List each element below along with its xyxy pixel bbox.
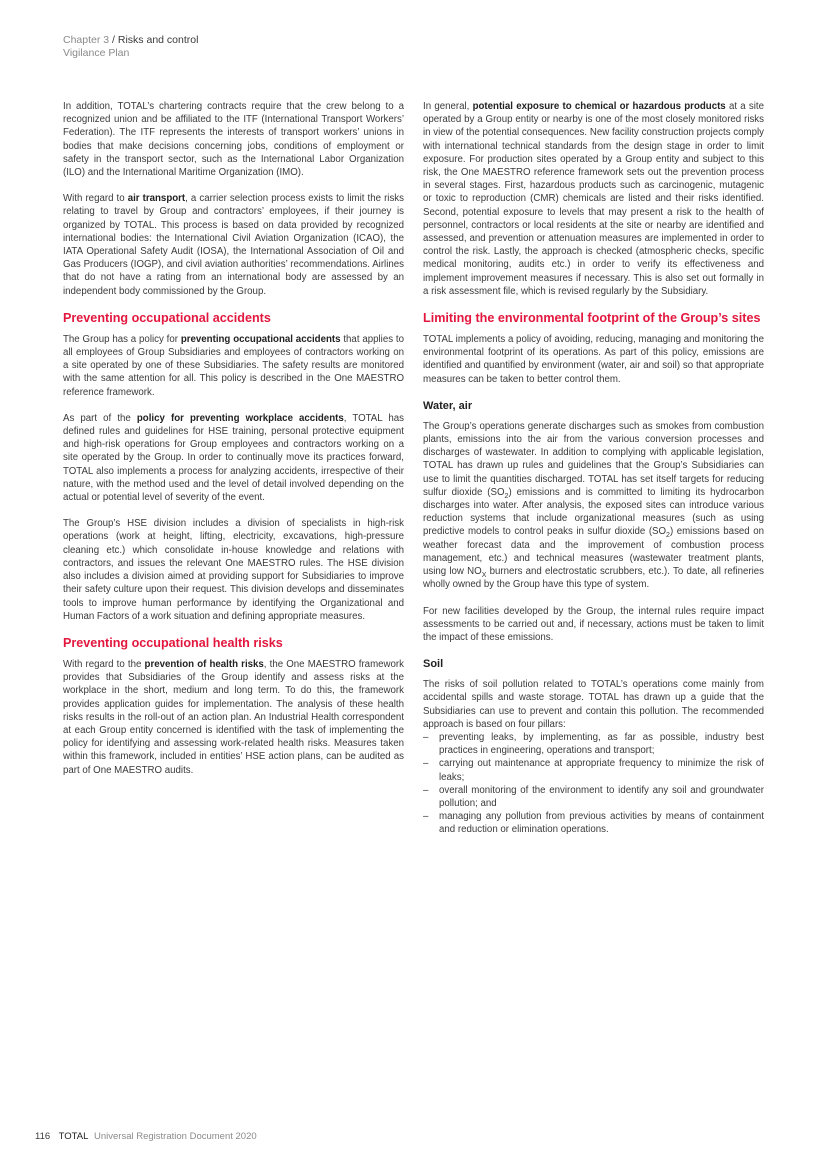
bold-workplace-policy: policy for preventing workplace accidents xyxy=(136,412,344,424)
dash-marker: – xyxy=(423,784,429,796)
left-column xyxy=(63,100,404,790)
paragraph-soil-pollution: The risks of soil pollution related to TOTAL’s operations come mainly from accidental spills and waste storage. TOTAL has drawn up a guide that the Subsidiaries can use to prevent and contain this pollution. The recommended approach is based on four pillars: xyxy=(423,679,764,730)
heading-health-risks: Preventing occupational health risks xyxy=(63,635,283,650)
paragraph-health-risks: With regard to the prevention of health risks, the One MAESTRO framework provides that Subsidiaries of the Group identify and assess risks at the workplace in the short, medium and long term. To do this, the framework provides application guides for implementation. The analysis of these health risks results in the roll-out of an action plan. An Industrial Health correspondent at each Group entity concerned is identified with the task of implementing the policy for identifying and assessing work-related health risks. Measures taken within this framework, included in entities’ HSE action plans, can be audited as part of One MAESTRO audits. xyxy=(63,658,404,776)
paragraph-hse-division: The Group’s HSE division includes a division of specialists in high-risk operations (work at height, lifting, electricity, excavations, high-pressure cleaning etc.) which consolidate in-house knowledge and relations with contractors, and issues the relevant One MAESTRO rules. The HSE division also includes a division aimed at providing support for Subsidiaries to improve their safety culture upon their request. This division develops and disseminates tools to improve human performance by identifying the Organizational and Human Factors of a work situation and defining appropriate measures. xyxy=(63,518,404,622)
page-footer xyxy=(35,1131,257,1142)
paragraph-air-transport: With regard to air transport, a carrier selection process exists to limit the risks relating to travel by Group and contractors’ employees, if their journey is organized by TOTAL. This process is based on data provided by recognized international bodies: the International Civil Aviation Organization (ICAO), the IATA Operational Safety Audit (IOSA), the International Association of Oil and Gas Producers (IOGP), and civil aviation authorities’ recommendations. Airlines that do not have a rating from an international body are assessed by an independent body commissioned by the Group. xyxy=(63,193,404,297)
dash-marker: – xyxy=(423,758,429,770)
right-column xyxy=(423,100,764,837)
paragraph-accident-policy: The Group has a policy for preventing occupational accidents that applies to all employees of Group Subsidiaries and employees of contractors working on a site operated by one of these Subsidiaries. The safety results are monitored with the same attention for all. This policy is described in the One MAESTRO reference framework. xyxy=(63,333,404,398)
paragraph-discharges: The Group’s operations generate discharges such as smokes from combustion plants, emissions into the air from the various conversion processes and discharges of wastewater. In addition to complying with applicable legislation, TOTAL has drawn up rules and guidelines that the Group’s Subsidiaries can use to limit the quantities discharged. TOTAL has set itself targets for reducing sulfur dioxide $(SO_2)$ emissions and is committed to limiting its hydrocarbon discharges into water. After analysis, the exposed sites can introduce various reduction systems that include organizational measures (such as using predictive models to control peaks in sulfur dioxide $(SO_2)$ emissions based on weather forecast data and the improvement of combustion process management, etc.) and technical measures (wastewater treatment plants, using low $NO_X$ burners and electrostatic scrubbers, etc.). To date, all refineries wholly owned by the Group have this type of system. xyxy=(423,420,764,591)
paragraph-chemical-exposure: In general, potential exposure to chemical or hazardous products at a site operated by a Group entity or nearby is one of the most closely monitored risks in view of the potential consequences. New facility construction projects comply with international technical standards from the design stage in order to limit exposure. For production sites operated by a Group entity and subject to this risk, the One MAESTRO reference framework sets out the prevention process in several stages. First, hazardous products such as carcinogenic, mutagenic or toxic to reproduction (CMR) chemicals are listed and their risks identified. Second, potential exposure to levels that may present a risk to the health of personnel, contractors or local residents at the site or nearby are identified and assessed, and prevention or attenuation measures are implemented in order to control the risk. Lastly, the approach is checked (atmospheric checks, specific medical monitoring, audits etc.) in order to verify its effectiveness and implement improvement measures if necessary. This is also set out formally in a risk assessment file, which is revised regularly by the Subsidiary. xyxy=(423,101,764,297)
soil-pillars-list xyxy=(423,731,764,837)
heading-occupational-accidents: Preventing occupational accidents xyxy=(63,310,271,325)
list-item: – carrying out maintenance at appropriate frequency to minimize the risk of leaks; xyxy=(423,758,764,783)
chapter-separator: / xyxy=(112,34,115,46)
bold-preventing-accidents: preventing occupational accidents xyxy=(180,333,341,345)
heading-environmental-footprint: Limiting the environmental footprint of the Group’s sites xyxy=(423,311,761,326)
list-item: – managing any pollution from previous activities by means of containment and reduction or elimination operations. xyxy=(423,811,764,836)
page-header xyxy=(63,34,198,60)
document-title: Universal Registration Document 2020 xyxy=(94,1131,257,1142)
list-item: – overall monitoring of the environment to identify any soil and groundwater pollution; and xyxy=(423,784,764,809)
chapter-title: Risks and control xyxy=(117,34,199,46)
bold-air-transport: air transport xyxy=(127,193,186,205)
chapter-line xyxy=(63,34,198,47)
paragraph-environment-policy: TOTAL implements a policy of avoiding, reducing, managing and monitoring the environmental footprint of its operations. As part of this policy, emissions are identified and quantified by environment (water, air and soil) so that appropriate measures can be taken to better control them. xyxy=(423,334,764,385)
heading-soil: Soil xyxy=(423,658,444,671)
dash-marker: – xyxy=(423,731,429,743)
brand-name: TOTAL xyxy=(58,1131,89,1142)
section-title: Vigilance Plan xyxy=(63,47,130,59)
paragraph-workplace-policy: As part of the policy for preventing workplace accidents, TOTAL has defined rules and guidelines for HSE training, personal protective equipment and high-risk operations for Group employees and contractors working on a site operated by the Group. In order to continually move its practices forward, TOTAL also implements a process for analyzing accidents, irrespective of their nature, with the method used and the level of detail involved depending on the actual or potential level of severity of the event. xyxy=(63,412,405,504)
paragraph-new-facilities: For new facilities developed by the Group, the internal rules require impact assessments to be carried out and, if necessary, actions must be taken to limit the impact of these emissions. xyxy=(423,605,764,643)
bold-health-risks: prevention of health risks xyxy=(144,658,264,670)
list-item: – preventing leaks, by implementing, as far as possible, industry best practices in engineering, operations and transport; xyxy=(423,731,764,757)
subscript-so2-b: 2 xyxy=(666,532,670,540)
subscript-nox: X xyxy=(481,572,487,580)
dash-marker: – xyxy=(423,811,429,823)
paragraph-chartering: In addition, TOTAL’s chartering contracts require that the crew belong to a recognized union and be affiliated to the ITF (International Transport Workers’ Federation). The ITF represents the interests of transport workers’ unions in bodies that make decisions concerning jobs, conditions of employment or safety in the transport sector, such as the International Labor Organization (ILO) and the International Maritime Organization (IMO). xyxy=(63,101,404,179)
heading-water-air: Water, air xyxy=(423,399,473,412)
subscript-so2-a: 2 xyxy=(504,492,509,500)
bold-chemical-exposure: potential exposure to chemical or hazardous products xyxy=(472,101,726,112)
page-number: 116 xyxy=(35,1131,51,1142)
chapter-label: Chapter 3 xyxy=(63,34,110,46)
